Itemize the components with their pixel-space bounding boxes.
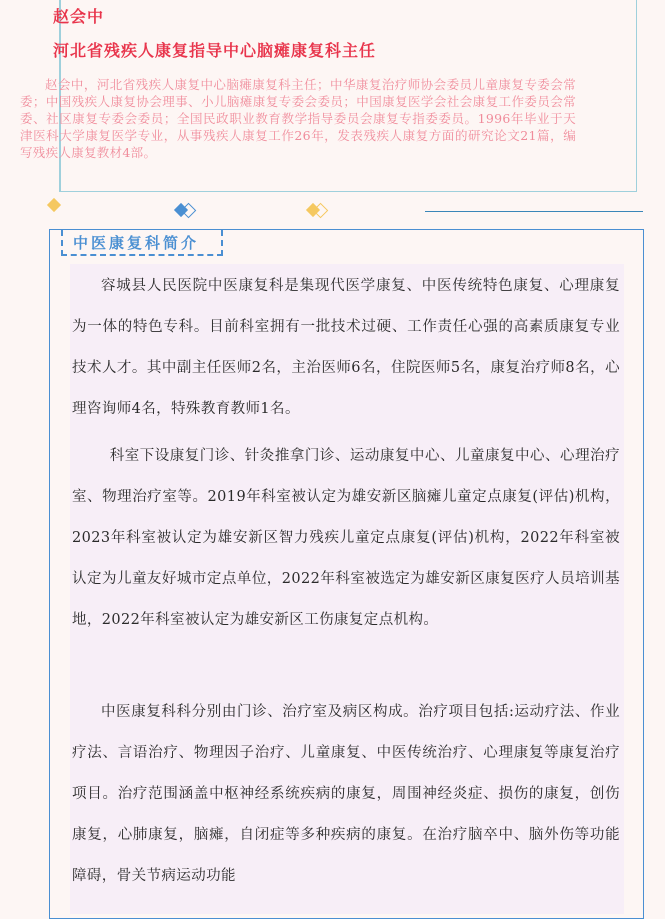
divider-line [425, 211, 643, 212]
intro-paragraph-3: 中医康复科科分别由门诊、治疗室及病区构成。治疗项目包括:运动疗法、作业疗法、言语治疗、物理因子治疗、儿童康复、中医传统治疗、心理康复等康复治疗项目。治疗范围涵盖中枢神经系统疾病的康复，周围神经炎症、损伤的康复，创伤康复，心肺康复，脑瘫，自闭症等多种疾病的康复。在治疗脑卒中、脑外伤等功能障碍，骨关节病运动功能 [72, 704, 620, 884]
person-title: 河北省残疾人康复指导中心脑瘫康复科主任 [53, 41, 377, 60]
person-bio: 赵会中，河北省残疾人康复中心脑瘫康复科主任；中华康复治疗师协会委员儿童康复专委会常委；中国残疾人康复协会理事、小儿脑瘫康复专委会委员；中国康复医学会社会康复工作委员会常委、社区康复专委会委员；全国民政职业教育教学指导委员会康复专指委委员。1996年毕业于天津医科大学康复医学专业，从事残疾人康复工作26年，发表残疾人康复方面的研究论文21篇，编写残疾人康复教材4部。 [20, 77, 576, 160]
person-name: 赵会中 [53, 7, 105, 26]
intro-paragraph-2: 科室下设康复门诊、针灸推拿门诊、运动康复中心、儿童康复中心、心理治疗室、物理治疗室等。2019年科室被认定为雄安新区脑瘫儿童定点康复(评估)机构，2023年科室被认定为雄安新区智力残疾儿童定点康复(评估)机构，2022年科室被认定为儿童友好城市定点单位，2022年科室被选定为雄安新区康复医疗人员培训基地，2022年科室被认定为雄安新区工伤康复定点机构。 [72, 448, 620, 628]
intro-paragraph-1: 容城县人民医院中医康复科是集现代医学康复、中医传统特色康复、心理康复为一体的特色专科。目前科室拥有一批技术过硬、工作责任心强的高素质康复专业技术人才。其中副主任医师2名，主治医师6名，住院医师5名，康复治疗师8名，心理咨询师4名，特殊教育教师1名。 [72, 278, 620, 417]
section-title: 中医康复科简介 [73, 234, 200, 252]
diamond-ornament-gold [47, 198, 61, 212]
